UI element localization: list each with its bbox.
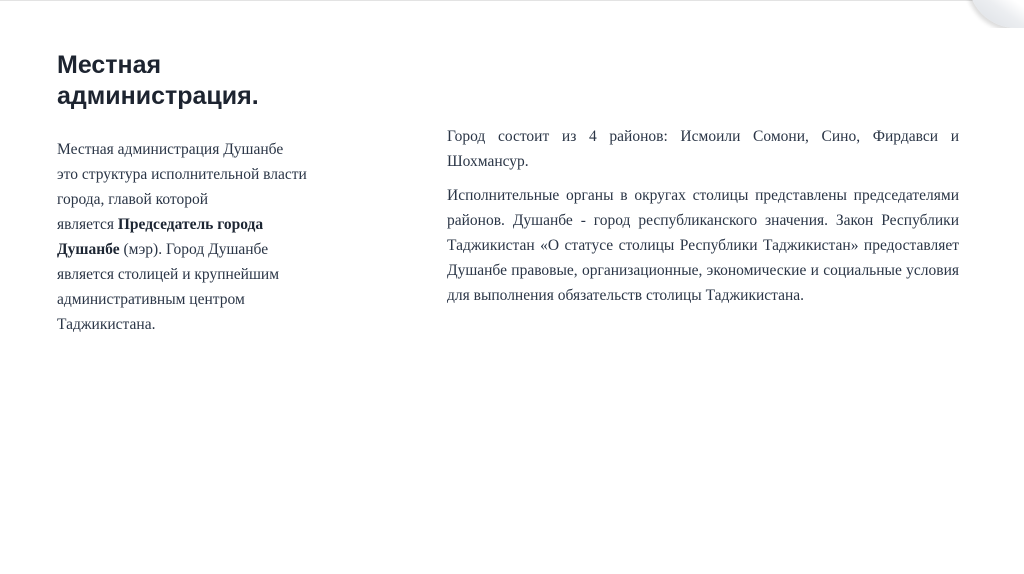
slide-title (57, 50, 397, 112)
left-text-line: города, главой которой (57, 191, 209, 208)
right-text-column (447, 124, 959, 308)
left-text-line: административным центром (57, 291, 245, 308)
left-text-block (57, 137, 357, 337)
slide-title-line-2: администрация. (57, 82, 259, 110)
left-text-fragment: (мэр). Город Душанбе (119, 241, 269, 258)
left-text-fragment: является (57, 216, 118, 233)
left-text-line: Местная администрация Душанбе (57, 141, 284, 158)
page-curl-icon (964, 0, 1024, 28)
left-text-line: является столицей и крупнейшим (57, 266, 280, 283)
slide-top-border (0, 0, 1024, 1)
left-text-line: это структура исполнительной власти (57, 166, 307, 183)
left-text-line: Таджикистана. (57, 316, 156, 333)
executive-bodies-paragraph: Исполнительные органы в округах столицы представлены председателями районов. Душанбе - город республиканского значения. Закон Республики Таджикистан «О статусе столицы Республики Таджикистан» предоставляет Душанбе правовые, организационные, экономические и социальные условия для выполнения обязательств столицы Таджикистана. (447, 187, 959, 304)
districts-paragraph: Город состоит из 4 районов: Исмоили Сомони, Сино, Фирдавси и Шохмансур. (447, 128, 959, 170)
left-text-line (57, 212, 357, 237)
slide-title-line-1: Местная (57, 51, 162, 79)
left-text-line (57, 237, 357, 262)
mayor-title-bold: Председатель города (117, 216, 264, 233)
mayor-city-bold: Душанбе (57, 241, 120, 258)
